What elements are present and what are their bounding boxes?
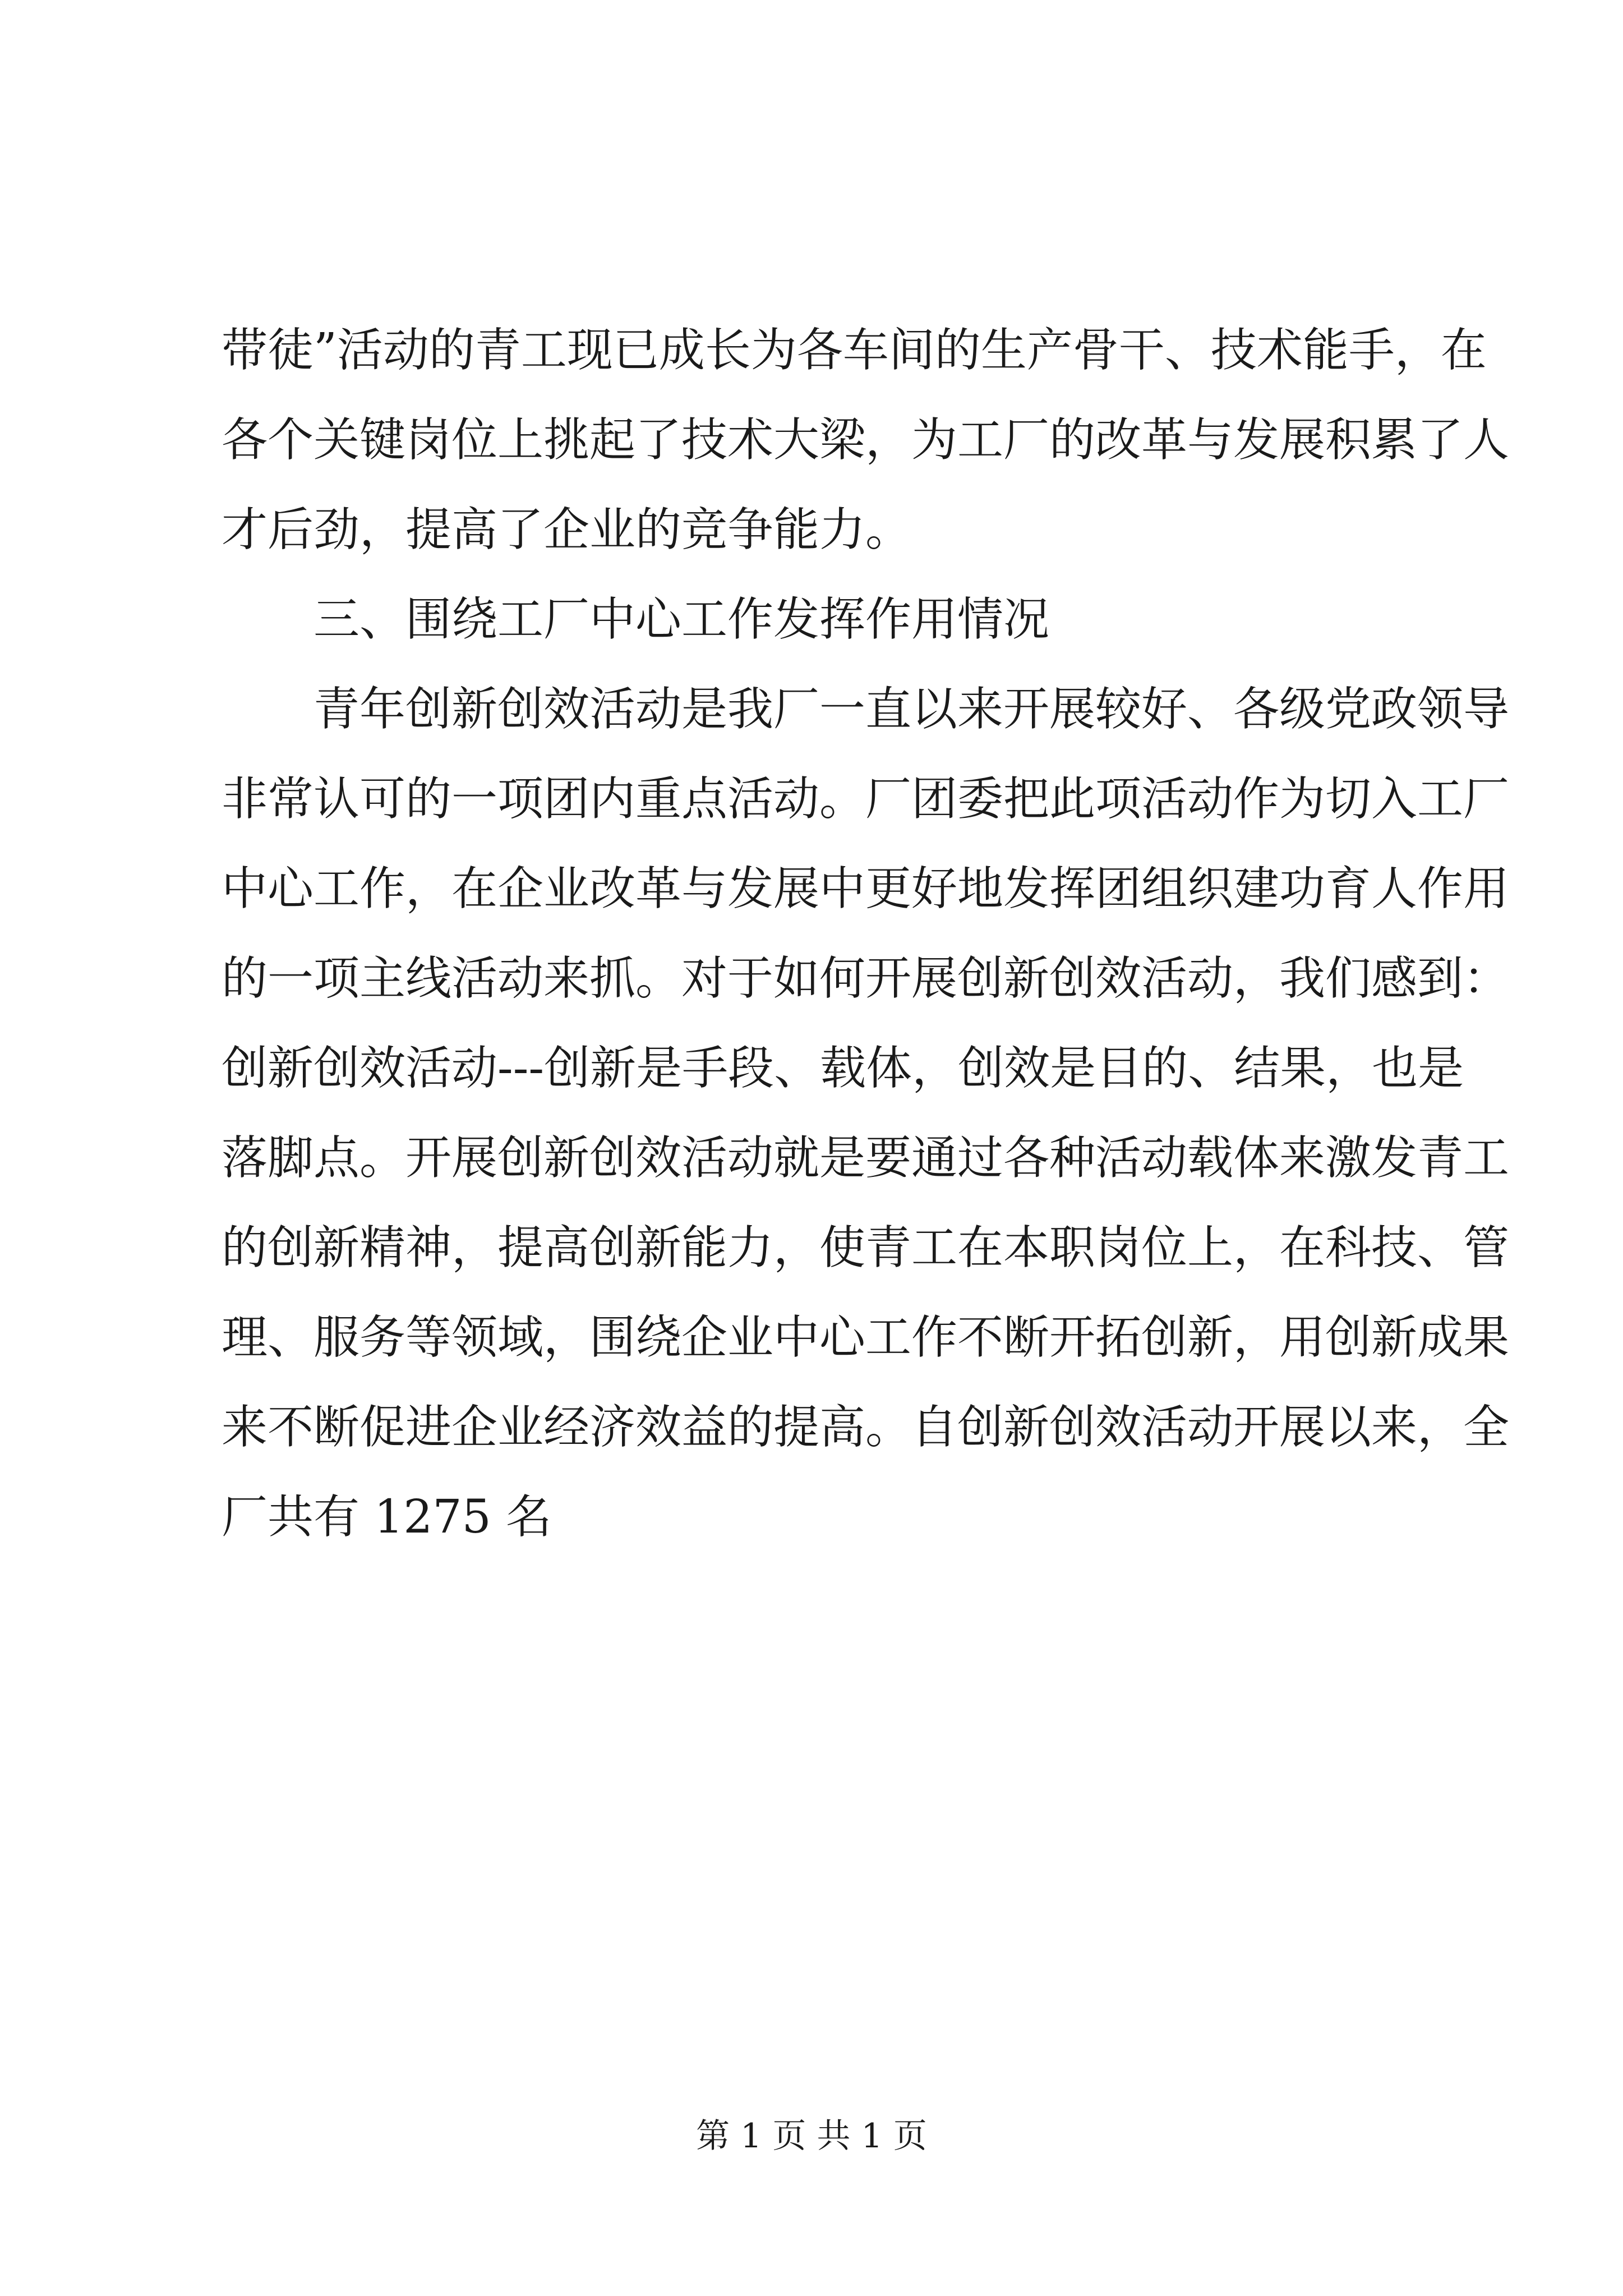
page-footer: 第 1 页 共 1 页 bbox=[696, 2116, 927, 2156]
section-heading: 三、围绕工厂中心工作发挥作用情况 bbox=[313, 593, 1050, 646]
text-line: 创新创效活动---创新是手段、载体，创效是目的、结果，也是 bbox=[222, 1042, 1464, 1095]
text-line: 的创新精神，提高创新能力，使青工在本职岗位上，在科技、管 bbox=[222, 1221, 1510, 1274]
text-line: 才后劲，提高了企业的竞争能力。 bbox=[222, 503, 912, 556]
text-line: 中心工作，在企业改革与发展中更好地发挥团组织建功育人作用 bbox=[222, 862, 1510, 915]
text-line: 的一项主线活动来抓。对于如何开展创新创效活动，我们感到： bbox=[222, 952, 1510, 1005]
paragraph-innovation bbox=[222, 665, 1510, 1562]
text-line: 厂共有 1275 名 bbox=[222, 1490, 552, 1544]
text-line: 来不断促进企业经济效益的提高。自创新创效活动开展以来，全 bbox=[222, 1401, 1510, 1454]
text-line: 青年创新创效活动是我厂一直以来开展较好、各级党政领导 bbox=[313, 683, 1510, 736]
paragraph-continuation bbox=[222, 306, 1510, 575]
text-line: 各个关键岗位上挑起了技术大梁，为工厂的改革与发展积累了人 bbox=[222, 413, 1510, 467]
text-line: 落脚点。开展创新创效活动就是要通过各种活动载体来激发青工 bbox=[222, 1131, 1510, 1185]
text-line: 非常认可的一项团内重点活动。厂团委把此项活动作为切入工厂 bbox=[222, 772, 1510, 826]
text-line: 理、服务等领域，围绕企业中心工作不断开拓创新，用创新成果 bbox=[222, 1311, 1510, 1364]
document-body bbox=[222, 306, 1510, 1562]
text-line: 带徒”活动的青工现已成长为各车间的生产骨干、技术能手，在 bbox=[222, 324, 1487, 377]
